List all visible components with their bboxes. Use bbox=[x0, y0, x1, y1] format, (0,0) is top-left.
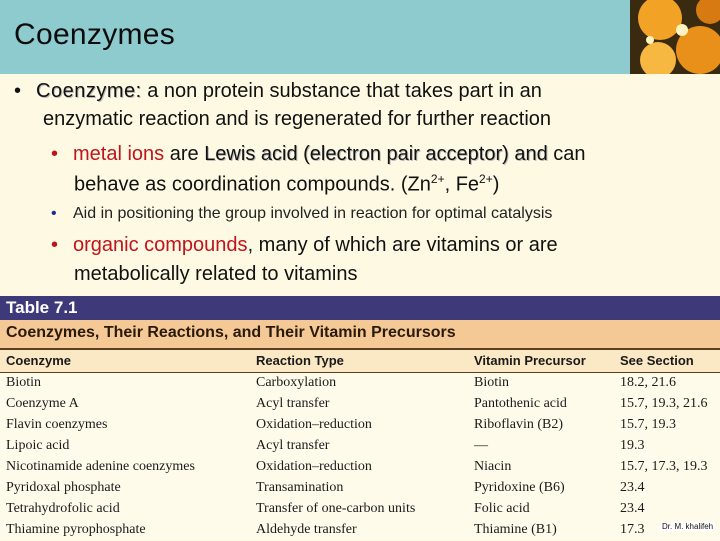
table-cell: Pyridoxine (B6) bbox=[474, 480, 565, 495]
bullet-text: a non protein substance that takes part in an bbox=[141, 80, 542, 102]
table-cell: 15.7, 19.3 bbox=[620, 417, 676, 432]
term-lewis-acid: Lewis acid (electron pair acceptor) and bbox=[204, 143, 548, 165]
bullet-coenzyme-cont: enzymatic reaction and is regenerated for further reaction bbox=[43, 108, 552, 130]
table-cell: 23.4 bbox=[620, 501, 645, 516]
table-cell: 15.7, 17.3, 19.3 bbox=[620, 459, 708, 474]
table-row bbox=[0, 436, 720, 457]
table-cell: Nicotinamide adenine coenzymes bbox=[6, 459, 195, 474]
table-cell: Coenzyme A bbox=[6, 396, 79, 411]
table-row bbox=[0, 478, 720, 499]
table-cell: Acyl transfer bbox=[256, 438, 330, 453]
superscript: 2+ bbox=[479, 172, 493, 186]
table-cell: Pantothenic acid bbox=[474, 396, 567, 411]
superscript: 2+ bbox=[430, 172, 445, 186]
table-cell: 15.7, 19.3, 21.6 bbox=[620, 396, 708, 411]
term-metal-ions: metal ions bbox=[73, 143, 165, 165]
column-header: Vitamin Precursor bbox=[474, 353, 586, 368]
table-cell: Lipoic acid bbox=[6, 438, 70, 453]
coenzyme-table bbox=[0, 296, 720, 540]
table-header-row bbox=[0, 350, 720, 373]
table-row bbox=[0, 499, 720, 520]
column-header: Coenzyme bbox=[6, 353, 72, 368]
table-row bbox=[0, 520, 720, 541]
decorative-photo bbox=[630, 0, 720, 74]
table-cell: Oxidation–reduction bbox=[256, 417, 372, 432]
table-title-bar bbox=[0, 320, 720, 350]
table-cell: 18.2, 21.6 bbox=[620, 375, 676, 390]
citrus-photo-icon bbox=[630, 0, 720, 74]
table-row bbox=[0, 415, 720, 436]
table-cell: Flavin coenzymes bbox=[6, 417, 108, 432]
term-coenzyme: Coenzyme: bbox=[36, 80, 142, 102]
table-cell: Niacin bbox=[474, 459, 512, 474]
table-title: Coenzymes, Their Reactions, and Their Vitamin Precursors bbox=[6, 324, 456, 341]
table-row bbox=[0, 394, 720, 415]
bullet-text: are bbox=[164, 143, 205, 165]
author-credit: Dr. M. khalifeh bbox=[662, 522, 714, 531]
bullet-coenzyme bbox=[14, 80, 542, 103]
table-cell: 19.3 bbox=[620, 438, 645, 453]
table-cell: Aldehyde transfer bbox=[256, 522, 357, 537]
column-header: See Section bbox=[620, 353, 694, 368]
term-organic-compounds: organic compounds bbox=[73, 234, 248, 256]
bullet-dot: • bbox=[51, 143, 59, 165]
table-cell: Acyl transfer bbox=[256, 396, 330, 411]
bullet-dot: • bbox=[51, 205, 57, 222]
slide-title: Coenzymes bbox=[14, 18, 176, 51]
table-row bbox=[0, 373, 720, 394]
table-cell: 23.4 bbox=[620, 480, 645, 495]
bullet-metal-ions-cont bbox=[74, 172, 499, 197]
bullet-text: ) bbox=[492, 173, 500, 196]
bullet-organic-cont: metabolically related to vitamins bbox=[74, 263, 358, 285]
table-cell: Pyridoxal phosphate bbox=[6, 480, 121, 495]
table-cell: Folic acid bbox=[474, 501, 530, 516]
table-cell: Riboflavin (B2) bbox=[474, 417, 564, 432]
bullet-text: can bbox=[547, 143, 586, 165]
table-cell: Thiamine (B1) bbox=[474, 522, 557, 537]
bullet-dot: • bbox=[14, 80, 22, 102]
table-label-bar bbox=[0, 296, 720, 320]
table-cell: — bbox=[474, 438, 488, 453]
table-cell: Transfer of one-carbon units bbox=[256, 501, 416, 516]
table-cell: Biotin bbox=[474, 375, 510, 390]
table-row bbox=[0, 457, 720, 478]
bullet-text: Aid in positioning the group involved in reaction for optimal catalysis bbox=[73, 205, 553, 222]
table-cell: Oxidation–reduction bbox=[256, 459, 372, 474]
table-cell: Carboxylation bbox=[256, 375, 337, 390]
column-header: Reaction Type bbox=[256, 353, 344, 368]
bullet-text: , Fe bbox=[444, 173, 480, 196]
bullet-positioning bbox=[51, 205, 552, 223]
table-cell: Tetrahydrofolic acid bbox=[6, 501, 120, 516]
table-label: Table 7.1 bbox=[6, 298, 78, 317]
table-cell: 17.3 bbox=[620, 522, 645, 537]
table-cell: Transamination bbox=[256, 480, 344, 495]
bullet-organic bbox=[51, 234, 558, 257]
bullet-text: , many of which are vitamins or are bbox=[247, 234, 558, 256]
bullet-text: behave as coordination compounds. (Zn bbox=[74, 173, 431, 196]
title-bar bbox=[0, 0, 720, 74]
bullet-dot: • bbox=[51, 234, 59, 256]
table-cell: Biotin bbox=[6, 375, 42, 390]
bullet-metal-ions bbox=[51, 143, 586, 166]
table-cell: Thiamine pyrophosphate bbox=[6, 522, 146, 537]
